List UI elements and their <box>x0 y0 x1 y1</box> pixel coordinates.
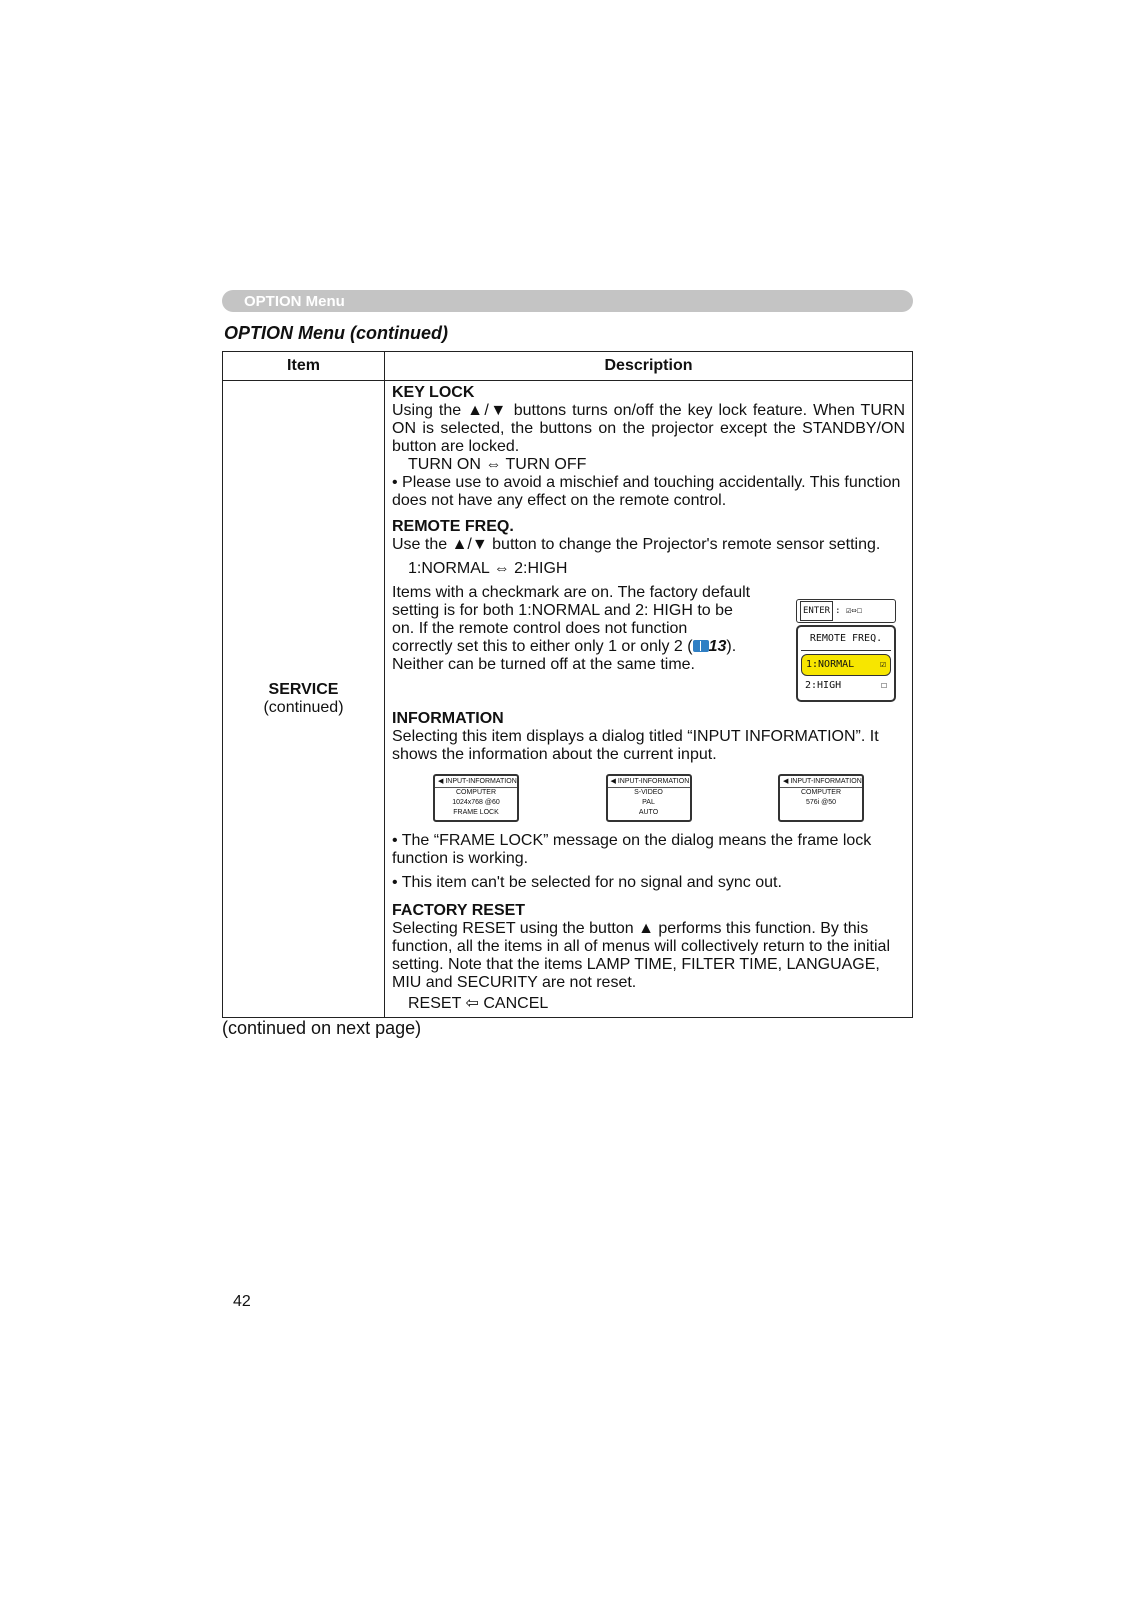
info-dialog-line: COMPUTER <box>455 789 497 796</box>
enter-hint <box>796 599 896 623</box>
remote-freq-menu <box>796 625 896 702</box>
remote-freq-section <box>392 518 905 702</box>
info-dialog-line: FRAME LOCK <box>453 809 499 816</box>
menu-item-high <box>801 676 891 696</box>
remote-freq-title: REMOTE FREQ. <box>392 518 514 535</box>
table-header-row <box>223 352 913 381</box>
remote-freq-detail-row <box>392 584 905 702</box>
info-dialog-line: PAL <box>642 799 655 806</box>
remote-freq-options: 1:NORMAL ⇔ 2:HIGH <box>408 560 568 577</box>
menu-item-normal <box>801 654 891 676</box>
info-dialog-title: ◀ INPUT-INFORMATION <box>780 777 862 788</box>
info-dialog <box>433 774 519 822</box>
info-dialog-title: ◀ INPUT-INFORMATION <box>608 777 690 788</box>
key-lock-note: • Please use to avoid a mischief and touching accidentally. This function does not have any effect on the remote control. <box>392 474 901 509</box>
section-header-bar <box>222 290 913 312</box>
info-dialog-line: COMPUTER <box>800 789 842 796</box>
information-body: Selecting this item displays a dialog titled “INPUT INFORMATION”. It shows the information about the current input. <box>392 728 879 763</box>
enter-key-icon: ENTER <box>800 601 833 621</box>
menu-item-normal-label: 1:NORMAL <box>806 659 855 670</box>
continued-note: (continued on next page) <box>222 1018 422 1038</box>
table-row <box>223 381 913 1018</box>
key-lock-title: KEY LOCK <box>392 384 475 401</box>
remote-freq-detail2: Neither can be turned off at the same time. <box>392 656 695 673</box>
remote-freq-menu-panel <box>796 599 896 702</box>
item-label: SERVICE <box>268 681 339 698</box>
factory-reset-section <box>392 902 905 1013</box>
key-lock-body: Using the ▲/▼ buttons turns on/off the key lock feature. When TURN ON is selected, the buttons on the projector except the STANDBY/ON button are locked. <box>392 402 905 455</box>
remote-freq-body: Use the ▲/▼ button to change the Projector's remote sensor setting. <box>392 536 881 553</box>
description-cell <box>385 381 913 1018</box>
info-dialog-title: ◀ INPUT-INFORMATION <box>435 777 517 788</box>
information-title: INFORMATION <box>392 710 504 727</box>
information-note-1: • The “FRAME LOCK” message on the dialog means the frame lock function is working. <box>392 832 872 867</box>
factory-reset-options: RESET ⇦ CANCEL <box>408 995 549 1012</box>
information-section <box>392 710 905 892</box>
key-lock-options: TURN ON ⇔ TURN OFF <box>408 456 587 473</box>
enter-hint-suffix: : ☑⇔☐ <box>835 606 863 616</box>
book-icon <box>693 640 709 652</box>
section-header-label: OPTION Menu <box>244 293 345 310</box>
key-lock-section <box>392 384 905 510</box>
item-sublabel: (continued) <box>263 699 344 716</box>
item-cell <box>223 381 385 1018</box>
page-title: OPTION Menu (continued) <box>224 323 448 343</box>
info-dialog <box>778 774 864 822</box>
factory-reset-body: Selecting RESET using the button ▲ performs this function. By this function, all the items in all of menus will collectively return to the initial setting. Note that the items LAMP TIME, FILTER TIME, LANGUAGE, MIU and SECURITY are not reset. <box>392 920 890 991</box>
remote-freq-menu-title: REMOTE FREQ. <box>801 630 891 651</box>
remote-freq-detail-end: ). <box>726 638 737 655</box>
checkbox-unchecked-icon: ☐ <box>880 680 887 691</box>
checkbox-checked-icon: ☑ <box>879 659 886 670</box>
info-dialog <box>606 774 692 822</box>
factory-reset-title: FACTORY RESET <box>392 902 526 919</box>
option-table <box>222 351 913 1018</box>
remote-freq-detail-text: Items with a checkmark are on. The factory default setting is for both 1:NORMAL and 2: HIGH to be on. If the remote control does not function correctly set this to either only 1 or only 2 ( <box>392 584 751 655</box>
page-reference: 13 <box>708 638 727 655</box>
menu-item-high-label: 2:HIGH <box>805 680 842 691</box>
information-note-2: • This item can't be selected for no signal and sync out. <box>392 874 782 891</box>
info-dialog-line: AUTO <box>638 809 659 816</box>
page-number: 42 <box>233 1293 251 1310</box>
info-dialog-examples <box>392 774 905 822</box>
info-dialog-line: S-VIDEO <box>634 789 663 796</box>
col-header-description: Description <box>385 352 913 381</box>
info-dialog-line: 576i @50 <box>805 799 837 806</box>
info-dialog-line: 1024x768 @60 <box>452 799 500 806</box>
remote-freq-detail <box>392 584 752 674</box>
col-header-item: Item <box>223 352 385 381</box>
